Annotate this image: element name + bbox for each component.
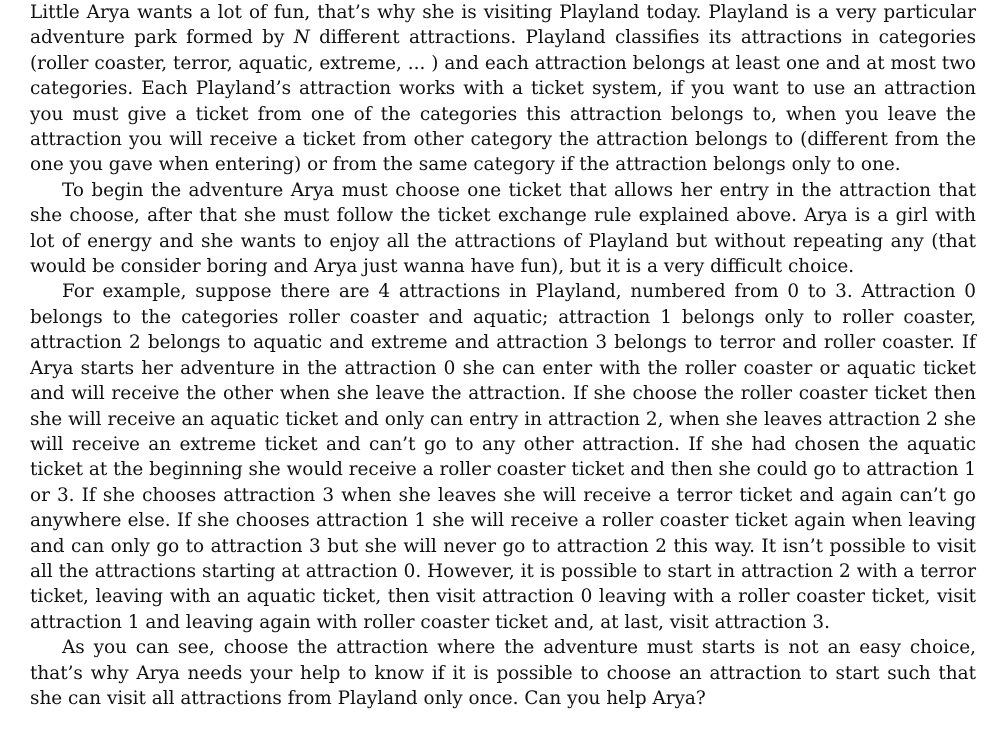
- paragraph-rules: To begin the adventure Arya must choose one ticket that allows her entry in the attraction that she choose, after that she must follow the ticket exchange rule explained above. Arya is a girl with lot of energy and she wants to enjoy all the attractions of Playland but without repeating any (that would be consider boring and Arya just wanna have fun), but it is a very difficult choice.: [30, 179, 976, 278]
- paragraph-intro-text-after: different attractions. Playland classifies its attractions in categories (roller coaster, terror, aquatic, extreme, ... ) and each attraction belongs at least one and at most two categories. Each Playland’s attraction works with a ticket system, if you want to use an attraction you must give a ticket from one of the categories this attraction belongs to, when you leave the attraction you will receive a ticket from other category the attraction belongs to (different from the one you gave when entering) or from the same category if the attraction belongs only to one.: [30, 27, 977, 176]
- paragraph-intro: [30, 0, 976, 178]
- paragraph-example: For example, suppose there are 4 attractions in Playland, numbered from 0 to 3. Attraction 0 belongs to the categories roller coaster and aquatic; attraction 1 belongs only to roller coaster, attraction 2 belongs to aquatic and extreme and attraction 3 belongs to terror and roller coaster. If Arya starts her adventure in the attraction 0 she can enter with the roller coaster or aquatic ticket and will receive the other when she leave the attraction. If she choose the roller coaster ticket then she will receive an aquatic ticket and only can entry in attraction 2, when she leaves attraction 2 she will receive an extreme ticket and can’t go to any other attraction. If she had chosen the aquatic ticket at the beginning she would receive a roller coaster ticket and then she could go to attraction 1 or 3. If she chooses attraction 3 when she leaves she will receive a terror ticket and again can’t go anywhere else. If she chooses attraction 1 she will receive a roller coaster ticket again when leaving and can only go to attraction 3 but she will never go to attraction 2 this way. It isn’t possible to visit all the attractions starting at attraction 0. However, it is possible to start in attraction 2 with a terror ticket, leaving with an aquatic ticket, then visit attraction 0 leaving with a roller coaster ticket, visit attraction 1 and leaving again with roller coaster ticket and, at last, visit attraction 3.: [30, 281, 976, 633]
- paragraph-question: As you can see, choose the attraction where the adventure must starts is not an easy choice, that’s why Arya needs your help to know if it is possible to choose an attraction to start such that she can visit all attractions from Playland only once. Can you help Arya?: [30, 637, 976, 709]
- problem-statement: [30, 0, 976, 711]
- variable-n: N: [293, 27, 310, 49]
- paragraph-intro-text-before: Little Arya wants a lot of fun, that’s why she is visiting Playland today. Playland is a very particular adventure park formed by: [30, 2, 976, 49]
